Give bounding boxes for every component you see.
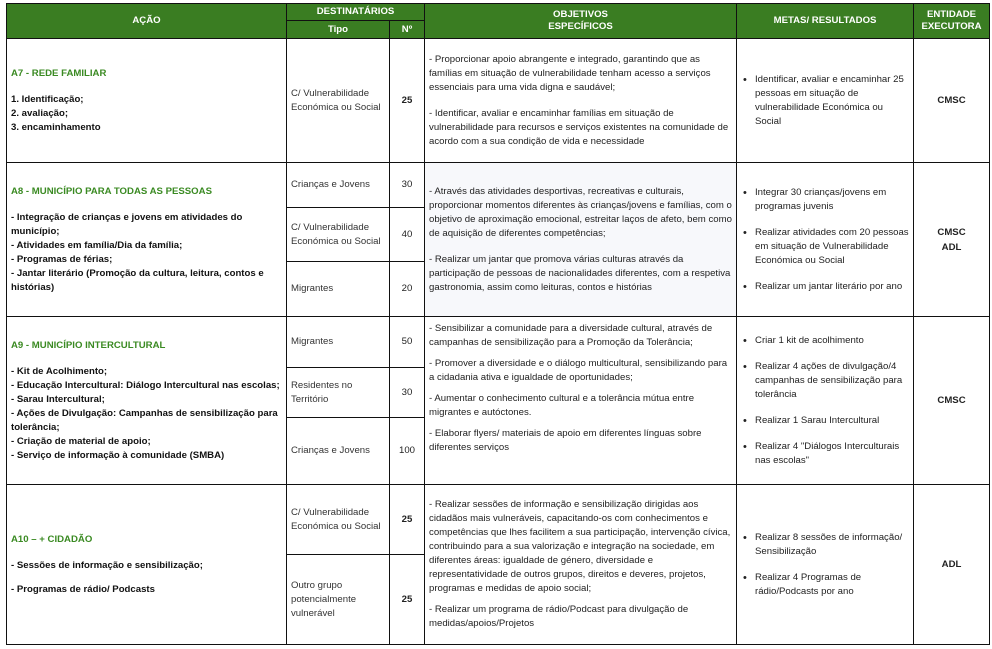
tipo-cell: Residentes no Território [287,368,390,418]
acao-cell [7,485,287,645]
objetivos-cell [425,485,737,645]
acao-cell [7,317,287,485]
numero-cell: 25 [390,485,425,555]
numero-cell: 20 [390,262,425,317]
objetivo-item: - Sensibilizar a comunidade para a diversidade cultural, através de campanhas de sensibilização para a Promoção da Tolerância; [429,323,713,348]
header-objetivos-line2: ESPECÍFICOS [548,21,613,32]
entidade-cell [914,317,990,485]
action-item: - Programas de rádio/ Podcasts [11,583,155,595]
objetivo-item: - Identificar, avaliar e encaminhar famílias em situação de vulnerabilidade para recursos e serviços existentes na comunidade de acordo com a sua condição de vida e necessidade [429,107,729,147]
acao-cell [7,163,287,317]
numero-cell: 50 [390,317,425,368]
tipo-cell: C/ Vulnerabilidade Económica ou Social [287,39,390,163]
entidade-cell [914,485,990,645]
acao-cell [7,39,287,163]
entidade-name: CMSC [937,395,966,406]
numero-cell: 25 [390,39,425,163]
meta-item: • Identificar, avaliar e encaminhar 25 pessoas em situação de vulnerabilidade Económica ou Social [755,73,909,129]
metas-cell [737,317,914,485]
action-item: - Criação de material de apoio; [11,435,151,447]
header-acao: AÇÃO [7,4,287,39]
action-plan-table [6,3,990,645]
header-entidade [914,4,990,39]
objetivo-item: - Realizar um jantar que promova várias culturas através da participação de pessoas de nacionalidades diferentes, com a respetiva gastronomia, assim como leituras, contos e histórias [429,253,731,293]
entidade-name: CMSC [937,95,966,106]
action-title: A9 - MUNICÍPIO INTERCULTURAL [11,339,166,351]
numero-cell: 25 [390,555,425,645]
action-item: - Sarau Intercultural; [11,393,105,405]
tipo-cell: Crianças e Jovens [287,163,390,208]
table-row-a9 [7,317,990,368]
header-entidade-line2: EXECUTORA [921,21,982,32]
objetivo-item: - Proporcionar apoio abrangente e integrado, garantindo que as famílias em situação de vulnerabilidade tenham acesso a serviços essenciais para uma vida digna e saudável; [429,53,711,93]
header-metas: METAS/ RESULTADOS [737,4,914,39]
metas-cell [737,485,914,645]
action-item: - Integração de crianças e jovens em atividades do município; [11,211,243,237]
meta-item: • Realizar 8 sessões de informação/ Sensibilização [755,531,909,559]
table-row-a8 [7,163,990,208]
tipo-cell: Migrantes [287,317,390,368]
action-item: - Atividades em família/Dia da família; [11,239,183,251]
action-item: 2. avaliação; [11,107,69,119]
action-item: 3. encaminhamento [11,121,101,133]
objetivos-cell [425,163,737,317]
entidade-cell [914,163,990,317]
action-item: - Kit de Acolhimento; [11,365,108,377]
tipo-cell: Crianças e Jovens [287,418,390,485]
metas-cell [737,163,914,317]
numero-cell: 40 [390,208,425,262]
entidade-cell [914,39,990,163]
meta-item: • Realizar 4 "Diálogos Interculturais nas escolas" [755,440,909,468]
meta-item: • Realizar 4 Programas de rádio/Podcasts por ano [755,571,909,599]
tipo-cell: Migrantes [287,262,390,317]
header-entidade-line1: ENTIDADE [926,9,977,20]
objetivo-item: - Através das atividades desportivas, recreativas e culturais, proporcionar momentos diferentes às crianças/jovens e famílias, com o objetivo de aproximação emocional, estreitar laços de afeto, bem como de aquisição de diferentes competências; [429,185,732,239]
objetivos-cell [425,39,737,163]
table-row-a7 [7,39,990,163]
objetivo-item: - Elaborar flyers/ materiais de apoio em diferentes línguas sobre diferentes serviços [429,428,702,453]
action-item: - Jantar literário (Promoção da cultura, leitura, contos e histórias) [11,267,264,293]
meta-item: • Realizar atividades com 20 pessoas em situação de Vulnerabilidade Económica ou Social [755,226,909,268]
meta-item: • Criar 1 kit de acolhimento [755,334,909,348]
meta-item: • Realizar 1 Sarau Intercultural [755,414,909,428]
entidade-name: ADL [941,559,962,570]
header-destinatarios: DESTINATÁRIOS [287,4,425,21]
action-item: 1. Identificação; [11,93,84,105]
header-tipo: Tipo [287,21,390,39]
numero-cell: 30 [390,163,425,208]
meta-item: • Realizar um jantar literário por ano [755,280,909,294]
action-title: A7 - REDE FAMILIAR [11,67,107,79]
tipo-cell: C/ Vulnerabilidade Económica ou Social [287,485,390,555]
action-item: - Sessões de informação e sensibilização; [11,559,203,571]
action-item: - Educação Intercultural: Diálogo Intercultural nas escolas; [11,379,280,391]
objetivo-item: - Realizar sessões de informação e sensibilização dirigidas aos cidadãos mais vulneráveis, capacitando-os com conhecimentos e competências que lhes facilitem a sua participação, intervenção cívica, contribuindo para a sua valorização e integração na sociedade, em diferentes áreas: igualdade de género, diversidade e representatividade de outros grupos, direitos e deveres, projetos, programas e medidas de apoio social; [429,499,731,594]
objetivo-item: - Promover a diversidade e o diálogo multicultural, sensibilizando para a cidadania ativa e igualdade de oportunidades; [429,358,728,383]
action-item: - Serviço de informação à comunidade (SMBA) [11,449,225,461]
tipo-cell: C/ Vulnerabilidade Económica ou Social [287,208,390,262]
numero-cell: 100 [390,418,425,485]
meta-item: • Realizar 4 ações de divulgação/4 campanhas de sensibilização para tolerância [755,360,909,402]
objetivo-item: - Aumentar o conhecimento cultural e a tolerância mútua entre migrantes e autóctones. [429,393,695,418]
entidade-name: CMSC [937,226,966,238]
objetivos-cell [425,317,737,485]
action-title: A8 - MUNICÍPIO PARA TODAS AS PESSOAS [11,185,212,197]
table-row-a10 [7,485,990,555]
action-title: A10 – + CIDADÃO [11,533,93,545]
meta-item: • Integrar 30 crianças/jovens em programas juvenis [755,186,909,214]
header-numero: Nº [390,21,425,39]
header-objetivos-line1: OBJETIVOS [553,9,608,20]
action-item: - Programas de férias; [11,253,113,265]
tipo-cell: Outro grupo potencialmente vulnerável [287,555,390,645]
header-objetivos [425,4,737,39]
objetivo-item: - Realizar um programa de rádio/Podcast para divulgação de medidas/apoios/Projetos [429,604,689,629]
action-item: - Ações de Divulgação: Campanhas de sensibilização para tolerância; [11,407,278,433]
numero-cell: 30 [390,368,425,418]
metas-cell [737,39,914,163]
entidade-name: ADL [941,241,962,253]
